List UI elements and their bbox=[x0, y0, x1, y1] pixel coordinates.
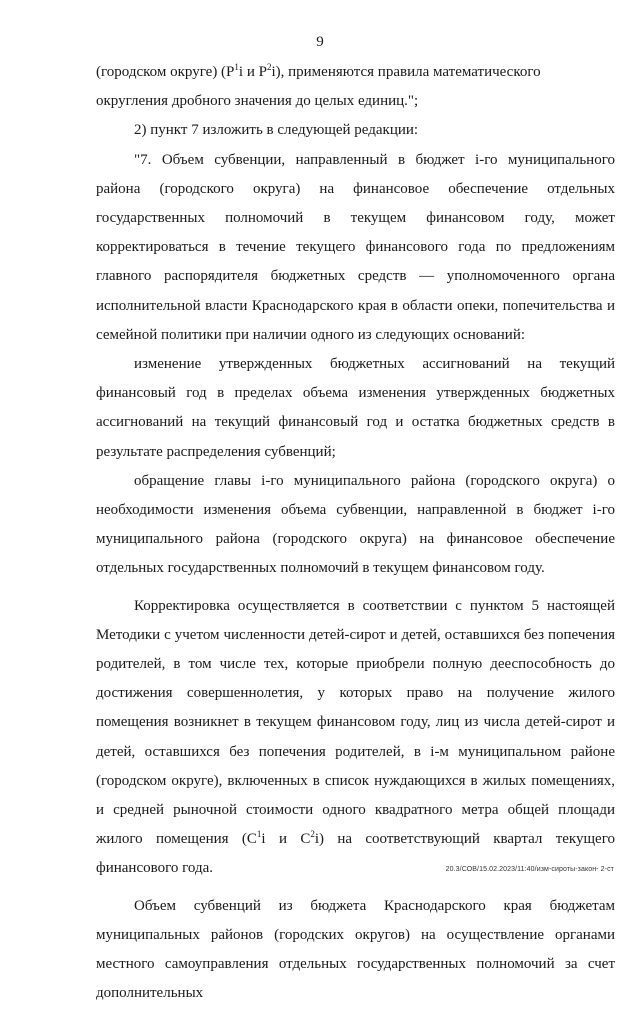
paragraph-text: Корректировка осуществляется в соответствии с пунктом 5 настоящей Методики с учетом численности детей-сирот и детей, оставшихся без попечения родителей, в том числе тех, которые приобрели полную дееспособность до достижения совершеннолетия, у которых право на получение жилого помещения возникнет в текущем финансовом году, лиц из числа детей-сирот и детей, оставшихся без попечения родителей, в i-м муниципальном районе (городском округе), включенных в список нуждающихся в жилых помещениях, и средней рыночной стоимости одного квадратного метра общей площади жилого помещения (С bbox=[96, 597, 615, 848]
paragraph-text: i) на соответствующий квартал текущего финансового года. bbox=[96, 831, 615, 877]
paragraph-correction bbox=[96, 592, 615, 884]
paragraph-gap bbox=[96, 884, 615, 892]
superscript: 1 bbox=[234, 62, 239, 72]
paragraph-rounding-rule bbox=[96, 58, 615, 116]
paragraph-gap bbox=[96, 584, 615, 592]
superscript: 2 bbox=[266, 62, 272, 72]
paragraph-text: (городском округе) (Р bbox=[96, 64, 235, 80]
paragraph-item-7-text: "7. Объем субвенции, направленный в бюджет i-го муниципального района (городского округа) на финансовое обеспечение отдельных государственных полномочий в текущем финансовом году, может корректироваться в течение текущего финансового года по предложениям главного распорядителя бюджетных средств — уполномоченного органа исполнительной власти Краснодарского края в области опеки, попечительства и семейной политики при наличии одного из следующих оснований: bbox=[96, 151, 615, 343]
paragraph-basis-2: обращение главы i-го муниципального района (городского округа) о необходимости изменения объема субвенции, направленной в бюджет i-го муниципального района (городского округа) на финансовое обеспечение отдельных государственных полномочий в текущем финансовом году. bbox=[96, 472, 615, 577]
paragraph-text: i и С bbox=[261, 831, 311, 848]
superscript: 1 bbox=[256, 829, 262, 840]
paragraph-basis-1: изменение утвержденных бюджетных ассигнований на текущий финансовый год в пределах объема изменения утвержденных бюджетных ассигнований на текущий финансовый год и остатка бюджетных средств в результате распределения субвенций; bbox=[96, 356, 615, 460]
superscript: 2 bbox=[310, 829, 315, 840]
paragraph-text: i), применяются правила математического округления дробного значения до целых единиц."; bbox=[96, 64, 541, 110]
page-number: 9 bbox=[316, 34, 324, 50]
paragraph-subvention-volume: Объем субвенций из бюджета Краснодарского края бюджетам муниципальных районов (городских округов) на осуществление органами местного самоуправления отдельных государственных полномочий за счет дополнительных bbox=[96, 897, 615, 1002]
footer-document-stamp: 20.3/СОВ/15.02.2023/11:40/изм-сироты-закон- 2-ст bbox=[445, 866, 614, 873]
paragraph-item-7-heading: 2) пункт 7 изложить в следующей редакции: bbox=[134, 122, 419, 139]
paragraph-text: i и Р bbox=[238, 64, 267, 80]
